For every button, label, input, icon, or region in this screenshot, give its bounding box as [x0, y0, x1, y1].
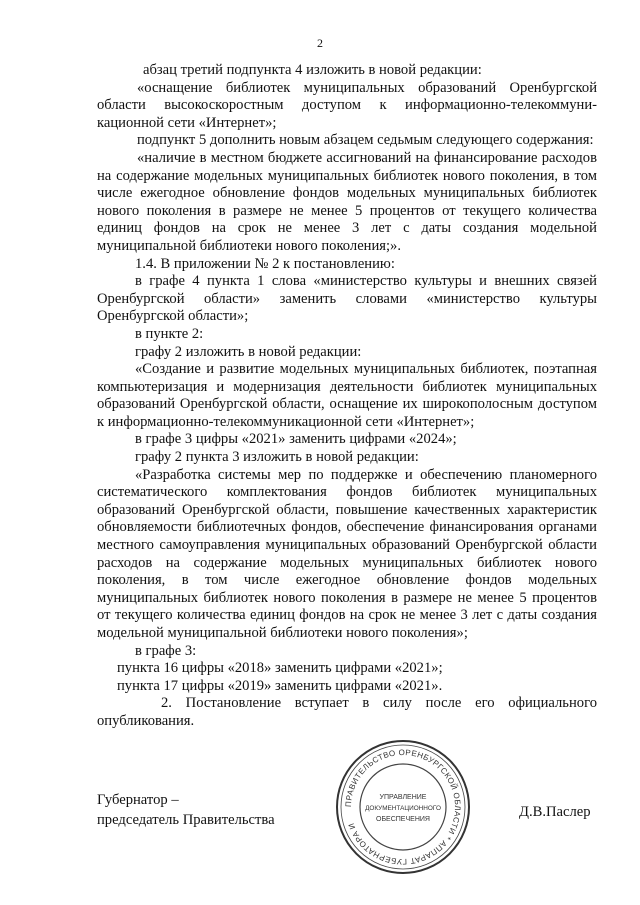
paragraph-11: графу 2 пункта 3 изложить в новой редакции: [135, 449, 419, 466]
paragraph-13: в графе 3: [135, 642, 197, 659]
seal-center-line3: ОБЕСПЕЧЕНИЯ [376, 816, 430, 823]
paragraph-5: 1.4. В приложении № 2 к постановлению: [135, 255, 395, 272]
official-seal-stamp [333, 737, 473, 877]
seal-center-line1: УПРАВЛЕНИЕ [379, 794, 427, 801]
paragraph-15: пункта 17 цифры «2019» заменить цифрами «2021». [117, 677, 443, 694]
document-body [97, 62, 597, 731]
signatory-name: Д.В.Паслер [519, 804, 591, 820]
paragraph-3: подпункт 5 дополнить новым абзацем седьмым следующего содержания: [137, 132, 594, 149]
signatory-position-line1: Губернатор – [97, 792, 179, 808]
seal-ring-text: ПРАВИТЕЛЬСТВО ОРЕНБУРГСКОЙ ОБЛАСТИ * АППАРАТ ГУБЕРНАТОРА И [343, 747, 463, 867]
paragraph-14: пункта 16 цифры «2018» заменить цифрами «2021»; [117, 660, 443, 677]
paragraph-10: в графе 3 цифры «2021» заменить цифрами «2024»; [135, 431, 457, 448]
paragraph-4: «наличие в местном бюджете ассигнований на финансирование расходов на содержание модельных муниципальных библиотек нового поколения, в том числе ежегодное обновление фондов модельных муниципальных библиотек нового поколения в размере не менее 5 процентов от текущего количества единиц фондов на срок не менее 3 лет с даты создания модельной муниципальной библиотеки нового поколения;». [97, 149, 597, 254]
seal-center-line2: ДОКУМЕНТАЦИОННОГО [365, 805, 441, 812]
paragraph-8: графу 2 изложить в новой редакции: [135, 343, 362, 360]
paragraph-16: 2. Постановление вступает в силу после его официального опубликования. [97, 695, 597, 729]
paragraph-2: «оснащение библиотек муниципальных образований Оренбургской области высокоскоростным доступом к информационно-телекоммуни-кационной сети «Интернет»; [97, 79, 597, 131]
signatory-position [97, 790, 275, 830]
paragraph-7: в пункте 2: [135, 325, 204, 342]
paragraph-6: в графе 4 пункта 1 слова «министерство культуры и внешних связей Оренбургской области» заменить словами «министерство культуры Оренбургской области»; [97, 273, 597, 325]
signatory-position-line2: председатель Правительства [97, 812, 275, 828]
paragraph-1: абзац третий подпункта 4 изложить в новой редакции: [143, 62, 482, 78]
paragraph-9: «Создание и развитие модельных муниципальных библиотек, поэтапная компьютеризация и модернизация деятельности библиотек муниципальных образований Оренбургской области, оснащение их широкополосным доступом к информационно-телекоммуникационной сети «Интернет»; [97, 361, 597, 430]
page-number: 2 [317, 36, 323, 50]
paragraph-12: «Разработка системы мер по поддержке и обеспечению планомерного систематического комплектования фондов библиотек муниципальных образований Оренбургской области, повышение качественных характеристик обновляемости библиотечных фондов, обеспечение финансирования органами местного самоуправления муниципальных образований Оренбургской области расходов на содержание модельных муниципальных библиотек нового поколения, в том числе ежегодное обновление фондов модельных муниципальных библиотек нового поколения в размере не менее 5 процентов от текущего количества единиц фондов на срок не менее 3 лет с даты создания модельной муниципальной библиотеки нового поколения»; [97, 466, 597, 641]
